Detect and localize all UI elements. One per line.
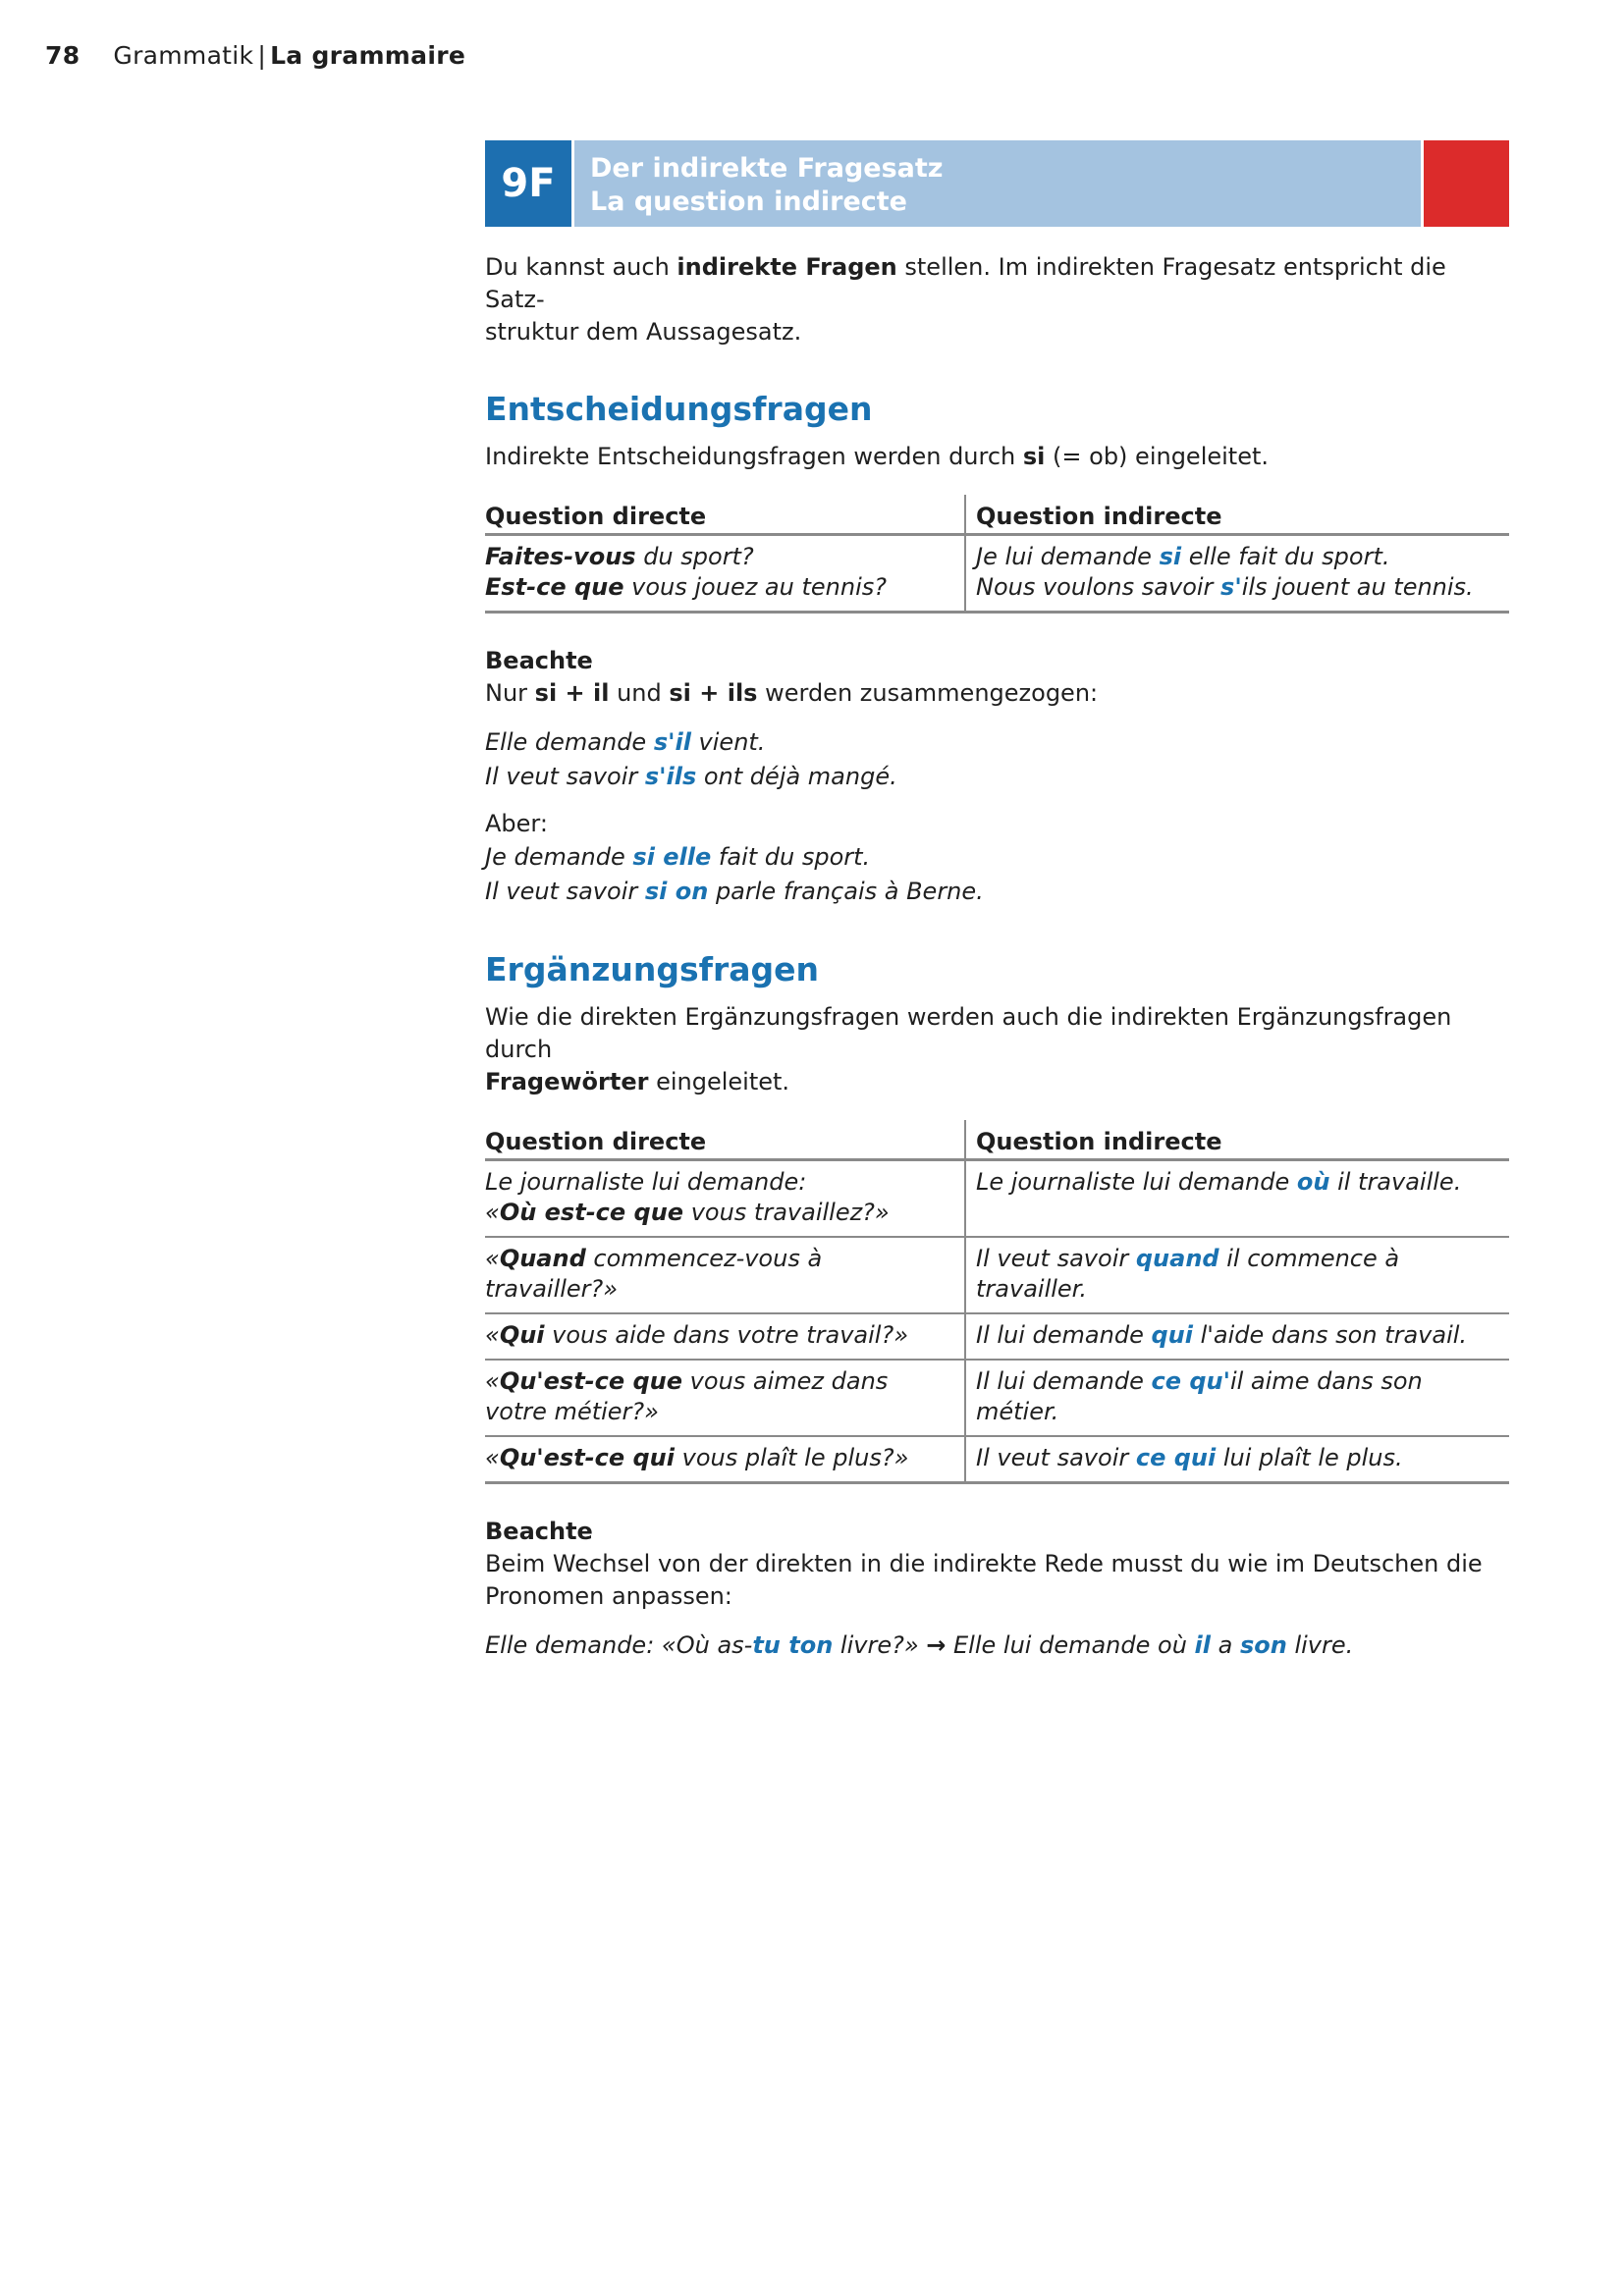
highlight-word: s'il (653, 728, 691, 756)
heading-entscheidungsfragen: Entscheidungsfragen (485, 390, 873, 428)
note-text (485, 677, 1509, 710)
heading-ergaenzungsfragen: Ergänzungsfragen (485, 950, 820, 988)
table-header-row (485, 495, 1509, 535)
highlight-word: si on (644, 878, 709, 905)
note-label: Beachte (485, 647, 593, 674)
cell-text: vous travaillez?» (683, 1199, 890, 1226)
highlight-word: tu ton (752, 1631, 834, 1659)
example-text: Elle demande: «Où as- (485, 1631, 753, 1659)
lead-text: Wie die direkten Ergänzungsfragen werden auch die indirekten Ergänzungsfragen durch (485, 1003, 1452, 1063)
example-text: a (1211, 1631, 1240, 1659)
cell-text: Le journaliste lui demande (976, 1168, 1297, 1196)
example-line (485, 1629, 1509, 1663)
example-text: Elle demande (485, 728, 654, 756)
question-word: Qui (499, 1321, 545, 1349)
table-header-row (485, 1120, 1509, 1160)
table-row (485, 1360, 1509, 1436)
example-text: vient. (690, 728, 766, 756)
table-row (485, 1313, 1509, 1360)
column-header-indirecte: Question indirecte (965, 495, 1509, 535)
chapter-title-de: Grammatik (113, 41, 254, 70)
highlight-word: ce qu' (1151, 1367, 1230, 1395)
example-text: Il veut savoir (485, 878, 645, 905)
running-header (45, 41, 465, 70)
example-text: Je demande (485, 843, 633, 871)
cell-text: « (485, 1444, 500, 1471)
table-row (485, 535, 1509, 613)
cell-text: « (485, 1321, 500, 1349)
examples-not-contracted (485, 840, 1509, 909)
section-number: 9F (485, 140, 571, 227)
cell-text: Le journaliste lui demande: (485, 1168, 807, 1196)
example-text: Il veut savoir (485, 763, 645, 790)
cell-text: du sport? (635, 543, 754, 570)
cell-text: Je lui demande (976, 543, 1160, 570)
banner-title-fr: La question indirecte (590, 187, 907, 217)
lead-bold: Fragewörter (485, 1068, 649, 1095)
cell-text: il commence à travailler. (976, 1245, 1400, 1303)
lead-text: eingeleitet. (648, 1068, 790, 1095)
direct-question-cell (485, 1237, 965, 1313)
lead-bold: si (1022, 443, 1046, 470)
example-text: Elle lui demande où (946, 1631, 1195, 1659)
highlight-word: s'ils (644, 763, 697, 790)
cell-text: il travaille. (1329, 1168, 1462, 1196)
intro-bold: indirekte Fragen (677, 253, 897, 281)
cell-text: Il veut savoir (976, 1245, 1136, 1272)
intro-paragraph (485, 251, 1509, 348)
highlight-word: si elle (632, 843, 712, 871)
cell-text: « (485, 1367, 500, 1395)
question-word: Qu'est-ce qui (499, 1444, 675, 1471)
cell-text: Nous voulons savoir (976, 573, 1221, 601)
highlight-word: s' (1220, 573, 1242, 601)
cell-text: elle fait du sport. (1181, 543, 1390, 570)
column-header-indirecte: Question indirecte (965, 1120, 1509, 1160)
cell-text: « (485, 1199, 500, 1226)
chapter-title-fr: La grammaire (270, 41, 466, 70)
table-ergaenzungsfragen (485, 1120, 1509, 1484)
direct-question-cell (485, 1436, 965, 1483)
main-content (485, 140, 1509, 1663)
arrow-right-icon: → (926, 1631, 947, 1659)
highlight-word: il (1194, 1631, 1211, 1659)
question-word: Quand (499, 1245, 586, 1272)
question-word: Est-ce que (485, 573, 624, 601)
indirect-question-cell (965, 1436, 1509, 1483)
cell-text: l'aide dans son travail. (1192, 1321, 1468, 1349)
cell-text: ils jouent au tennis. (1241, 573, 1474, 601)
cell-text: lui plaît le plus. (1216, 1444, 1403, 1471)
cell-text: commencez-vous à travailler?» (485, 1245, 823, 1303)
cell-text: Il veut savoir (976, 1444, 1136, 1471)
example-text: livre?» (833, 1631, 927, 1659)
highlight-word: ce qui (1135, 1444, 1217, 1471)
highlight-word: si (1159, 543, 1182, 570)
table-entscheidungsfragen (485, 495, 1509, 614)
page-number: 78 (45, 41, 81, 70)
example-text: ont déjà mangé. (696, 763, 897, 790)
banner-accent (1424, 140, 1509, 227)
column-header-directe: Question directe (485, 1120, 965, 1160)
header-separator: | (257, 41, 267, 70)
lead-entscheidungsfragen (485, 441, 1509, 473)
cell-text: vous jouez au tennis? (623, 573, 887, 601)
table-row (485, 1436, 1509, 1483)
aber-label: Aber: (485, 810, 548, 837)
note-plain: werden zusammengezogen: (757, 679, 1099, 707)
note-label: Beachte (485, 1518, 593, 1545)
direct-question-cell (485, 1313, 965, 1360)
highlight-word: son (1239, 1631, 1287, 1659)
banner-titles (574, 140, 1421, 227)
example-pronoun-change (485, 1629, 1509, 1663)
intro-text: Du kannst auch (485, 253, 677, 281)
examples-contracted (485, 725, 1509, 794)
table-row (485, 1237, 1509, 1313)
example-text: livre. (1286, 1631, 1354, 1659)
indirect-question-cell (965, 1160, 1509, 1238)
example-line (485, 760, 1509, 794)
section-banner (485, 140, 1509, 227)
lead-ergaenzungsfragen (485, 1001, 1509, 1098)
cell-text: vous aimez dans (682, 1367, 889, 1395)
cell-text: Il lui demande (976, 1321, 1152, 1349)
indirect-question-cell (965, 1360, 1509, 1436)
intro-text: struktur dem Aussagesatz. (485, 318, 802, 346)
cell-text: vous plaît le plus?» (675, 1444, 909, 1471)
question-word: Faites-vous (485, 543, 636, 570)
note-bold: si + il (534, 679, 610, 707)
example-line (485, 875, 1509, 909)
cell-text: il aime dans son métier. (976, 1367, 1423, 1425)
table-row (485, 1160, 1509, 1238)
example-text: fait du sport. (711, 843, 871, 871)
direct-question-cell (485, 535, 965, 613)
highlight-word: qui (1151, 1321, 1193, 1349)
question-word: Qu'est-ce que (499, 1367, 683, 1395)
question-word: Où est-ce que (499, 1199, 684, 1226)
cell-text: Il lui demande (976, 1367, 1152, 1395)
note-plain: Pronomen anpassen: (485, 1582, 732, 1610)
column-header-directe: Question directe (485, 495, 965, 535)
lead-text: Indirekte Entscheidungsfragen werden durch (485, 443, 1023, 470)
note-text (485, 1548, 1509, 1613)
note-plain: und (609, 679, 670, 707)
note-plain: Beim Wechsel von der direkten in die indirekte Rede musst du wie im Deutschen die (485, 1550, 1483, 1577)
indirect-question-cell (965, 1313, 1509, 1360)
cell-text: vous aide dans votre travail?» (544, 1321, 909, 1349)
indirect-question-cell (965, 535, 1509, 613)
banner-title-de: Der indirekte Fragesatz (590, 153, 944, 184)
example-line (485, 725, 1509, 760)
intro-text: stellen. Im indirekten Fragesatz entspricht die Satz- (485, 253, 1446, 313)
highlight-word: quand (1135, 1245, 1219, 1272)
example-text: parle français à Berne. (708, 878, 984, 905)
note-bold: si + ils (669, 679, 758, 707)
indirect-question-cell (965, 1237, 1509, 1313)
example-line (485, 840, 1509, 875)
direct-question-cell (485, 1360, 965, 1436)
direct-question-cell (485, 1160, 965, 1238)
note-plain: Nur (485, 679, 535, 707)
cell-text: votre métier?» (485, 1398, 659, 1425)
highlight-word: où (1296, 1168, 1330, 1196)
lead-text: (= ob) eingeleitet. (1045, 443, 1270, 470)
cell-text: « (485, 1245, 500, 1272)
